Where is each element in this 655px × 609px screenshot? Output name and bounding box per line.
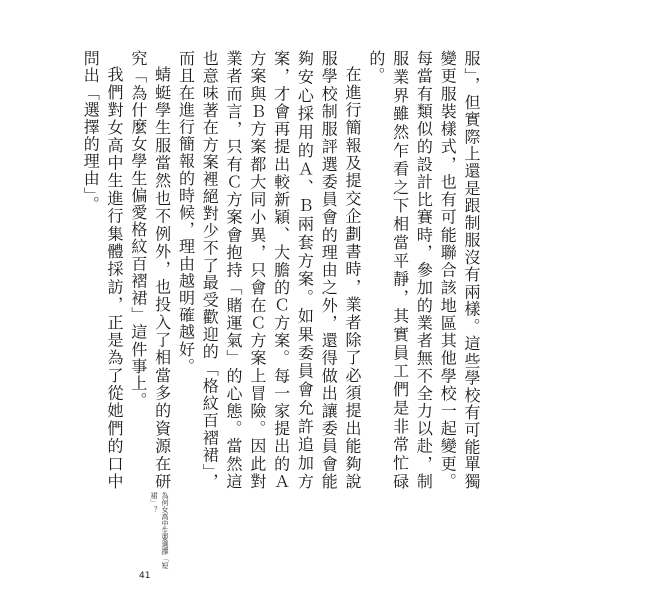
body-text-column xyxy=(81,50,483,490)
page-number: 41 xyxy=(139,571,151,581)
paragraph-4: 我們對女高中生進行集體採訪，正是為了從她們的口中問出「選擇的理由」。 xyxy=(81,50,125,490)
running-head: 為何女高中生要選擇「短裙」？ xyxy=(150,492,169,569)
paragraph-3: 蜻蜓學生服當然也不例外，也投入了相當多的資源在研究「為什麼女學生偏愛格紋百褶裙」這件事上。 xyxy=(128,50,172,490)
paragraph-2: 在進行簡報及提交企劃書時，業者除了必須提出能夠說服學校制服評選委員會的理由之外，還得做出讓委員會能夠安心採用的Ａ、Ｂ兩套方案。如果委員會允許追加方案，才會再提出較新穎、大膽的Ｃ方案。每一家提出的Ａ方案與Ｂ方案都大同小異，只會在Ｃ方案上冒險。因此對業者而言，只有Ｃ方案會抱持「賭運氣」的心態。當然這也意味著在方案裡絕對少不了最受歡迎的「格紋百褶裙」，而且在進行簡報的時候，理由越明確越好。 xyxy=(176,50,363,490)
paragraph-1: 服」，但實際上還是跟制服沒有兩樣。這些學校有可能單獨變更服裝樣式，也有可能聯合該地區其他學校一起變更。每當有類似的設計比賽時，參加的業者無不全力以赴，制服業界雖然乍看之下相當平靜，其實員工們是非常忙碌的。 xyxy=(366,50,481,490)
